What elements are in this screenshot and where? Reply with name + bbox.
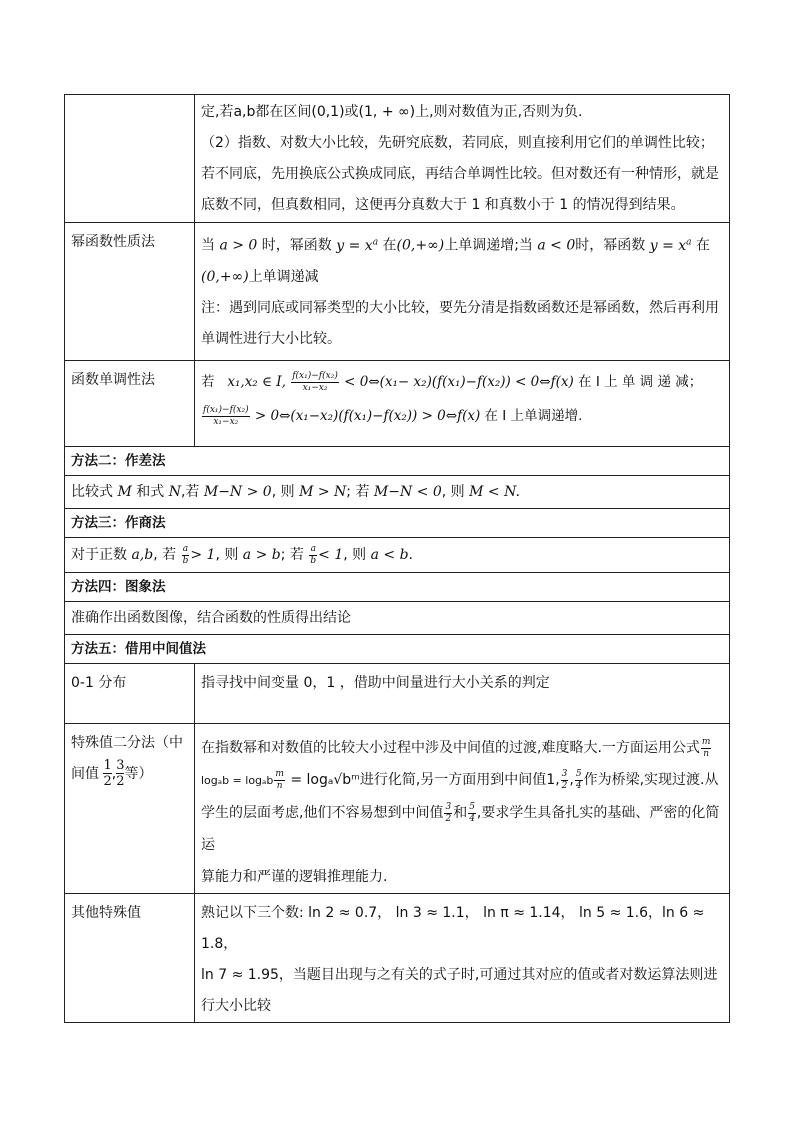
- method5-heading-row: [65, 635, 730, 664]
- quotient-fraction: $\frac{a}{b}$: [182, 543, 189, 566]
- power-function-row: [65, 223, 730, 361]
- method2-body-row: [65, 476, 730, 509]
- dichotomy-body: [195, 724, 730, 894]
- empty-label-cell: [65, 95, 195, 223]
- method2-heading-row: [65, 447, 730, 476]
- quotient-fraction-2: $\frac{a}{b}$: [310, 543, 317, 566]
- method-table: [64, 94, 730, 1023]
- dichotomy-label-cell: [65, 724, 195, 894]
- monotonic-line1: 若 x₁,x₂ ∈ I, $\frac{\text{f(x₁)−f(x₂)}}{\text{x₁−x₂}}$ < 0⇔(x₁− x₂)(f(x₁)−f(x₂)) < 0⇔f(x) 在 I 上 单 调 递 减；: [201, 370, 703, 393]
- half-fraction: $\frac{1}{2}$: [103, 758, 112, 789]
- method4-heading-row: [65, 573, 730, 602]
- dichotomy-row: [65, 724, 730, 894]
- m-over-n-fraction: $\frac{m}{n}$: [701, 736, 711, 759]
- method4-body-row: [65, 602, 730, 635]
- dichotomy-label: 特殊值二分法（中间值 $\frac{1}{2}$ , $\frac{3}{2}$ 等）: [71, 735, 183, 789]
- dichotomy-line4: 算能力和严谨的逻辑推理能力.: [201, 869, 388, 885]
- zero-one-body: 指寻找中间变量 0，1 ，借助中间量进行大小关系的判定: [195, 664, 730, 724]
- power-note: 注：遇到同底或同幂类型的大小比较，要先分清是指数函数还是幂函数，然后再利用单调性进行大小比较。: [201, 299, 719, 347]
- power-function-body: [195, 223, 730, 361]
- power-function-label: 幂函数性质法: [71, 234, 155, 250]
- method3-heading: 方法三：作商法: [65, 509, 730, 538]
- power-expr-1: $y = x^a$: [336, 237, 379, 254]
- mid-value-fraction-4: $\frac{5}{4}$: [469, 801, 475, 824]
- monotonic-row: [65, 361, 730, 447]
- other-special-line2: ln 7 ≈ 1.95，当题目出现与之有关的式子时,可通过其对应的值或者对数运算法则进行大小比较: [201, 967, 718, 1014]
- other-special-body: [195, 894, 730, 1023]
- dichotomy-line1: 在指数幂和对数值的比较大小过程中涉及中间值的过渡,难度略大.一方面运用公式 $\frac{m}{n}$: [201, 736, 711, 759]
- mid-value-fraction-1: $\frac{3}{2}$: [561, 768, 568, 791]
- zero-one-label: 0-1 分布: [71, 675, 127, 691]
- difference-quotient-2: $\frac{\text{f(x₁)−f(x₂)}}{\text{x₁−x₂}}$: [203, 404, 249, 427]
- method2-body: 比较式 M 和式 N,若 M−N > 0, 则 M > N; 若 M−N < 0, 则 M < N.: [65, 476, 730, 509]
- method3-body-row: [65, 538, 730, 573]
- continuation-body: [195, 95, 730, 223]
- power-line2: (0,+∞)上单调递减: [201, 268, 319, 285]
- monotonic-body: [195, 361, 730, 447]
- method4-body: 准确作出函数图像，结合函数的性质得出结论: [65, 602, 730, 635]
- other-special-label: 其他特殊值: [71, 905, 141, 921]
- power-line1: 当 a > 0 时，幂函数 $y = x^a$ 在(0,+∞)上单调递增;当 a < 0时，幂函数 $y = x^a$ 在: [201, 237, 710, 254]
- monotonic-line2: $\frac{\text{f(x₁)−f(x₂)}}{\text{x₁−x₂}}$ > 0⇔(x₁−x₂)(f(x₁)−f(x₂)) > 0⇔f(x) 在 I 上单调递增.: [203, 404, 583, 427]
- other-special-row: [65, 894, 730, 1023]
- power-expr-2: $y = x^a$: [649, 237, 692, 254]
- continuation-paragraph2: （2）指数、对数大小比较，先研究底数，若同底，则直接利用它们的单调性比较；若不同底，先用换底公式换成同底，再结合单调性比较。但对数还有一种情形，就是底数不同，但真数相同，这便再分真数大于 1 和真数小于 1 的情况得到结果。: [201, 135, 719, 213]
- method3-body: 对于正数 a,b, 若 $\frac{a}{b}$ > 1, 则 a > b; 若 $\frac{a}{b}$ < 1, 则 a < b.: [65, 538, 730, 573]
- method5-heading: 方法五：借用中间值法: [65, 635, 730, 664]
- difference-quotient: $\frac{\text{f(x₁)−f(x₂)}}{\text{x₁−x₂}}$: [292, 370, 338, 393]
- monotonic-label: 函数单调性法: [71, 372, 155, 388]
- mid-value-fraction-3: $\frac{3}{2}$: [445, 801, 452, 824]
- mid-value-fraction-2: $\frac{5}{4}$: [575, 768, 582, 791]
- dichotomy-line3: 学生的层面考虑,他们不容易想到中间值 $\frac{3}{2}$ 和 $\frac{5}{4}$ ,要求学生具备扎实的基础、严密的化简运: [201, 801, 720, 853]
- exponent-fraction: $\frac{m}{n}$: [275, 768, 284, 791]
- continuation-row: [65, 95, 730, 223]
- method3-heading-row: [65, 509, 730, 538]
- method2-heading: 方法二：作差法: [65, 447, 730, 476]
- continuation-line1: 定,若a,b都在区间(0,1)或(1, + ∞)上,则对数值为正,否则为负.: [201, 104, 583, 120]
- dichotomy-line2: logₐb = logₐb $\frac{m}{n}$ = logₐ√bᵐ进行化简,另一方面用到中间值1, $\frac{3}{2}$ , $\frac{5}{4}$ 作为桥梁,实现过渡.从: [201, 768, 719, 791]
- three-halves-fraction: $\frac{3}{2}$: [116, 758, 125, 789]
- method4-heading: 方法四：图象法: [65, 573, 730, 602]
- zero-one-row: [65, 664, 730, 724]
- other-special-line1: 熟记以下三个数: ln 2 ≈ 0.7， ln 3 ≈ 1.1， ln π ≈ 1.14， ln 5 ≈ 1.6，ln 6 ≈ 1.8，: [201, 905, 705, 952]
